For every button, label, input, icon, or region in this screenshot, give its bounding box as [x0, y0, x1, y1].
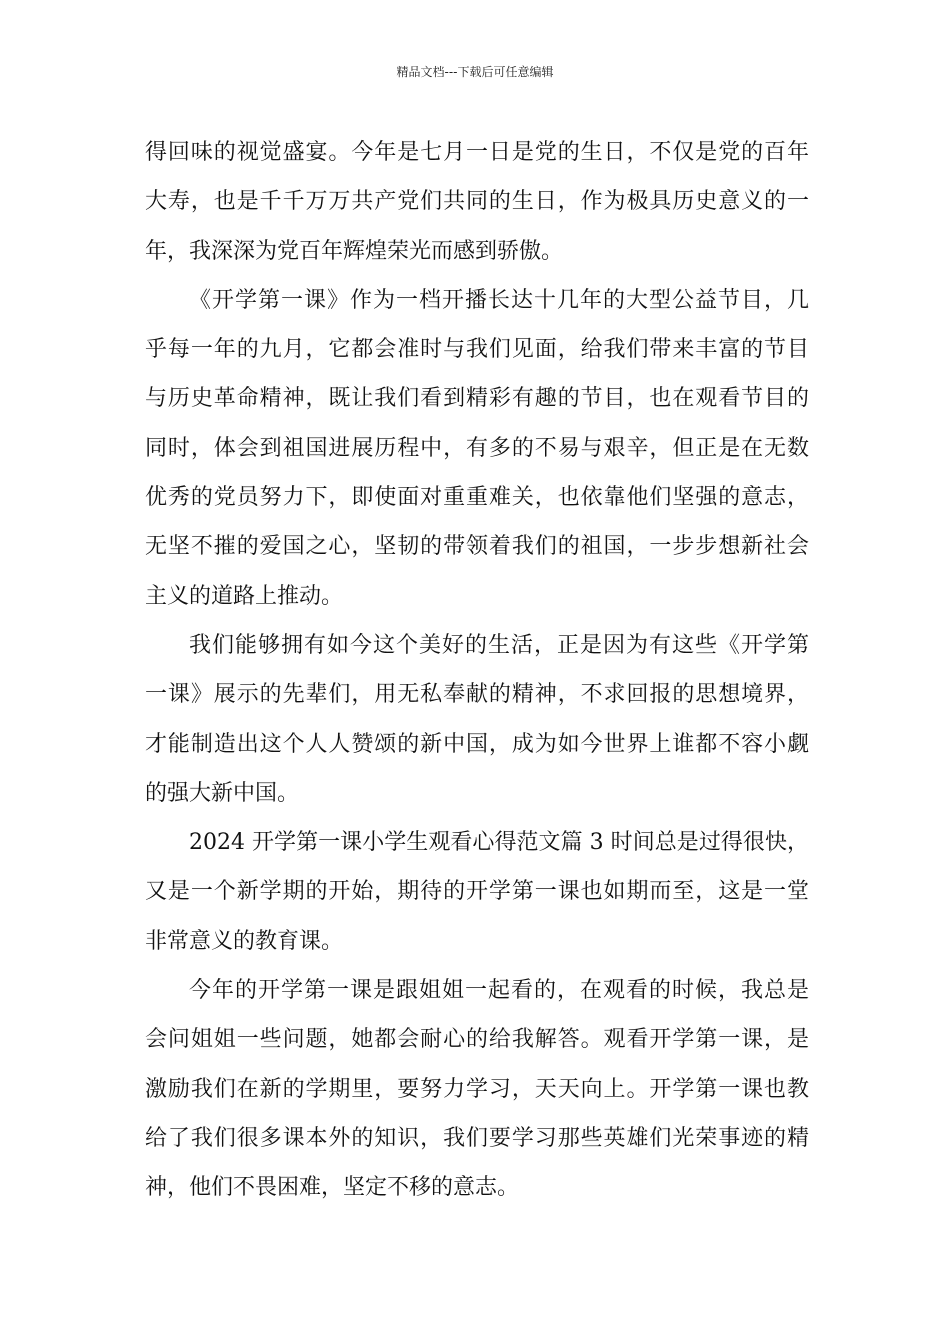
paragraph-line: 得回味的视觉盛宴。今年是七月一日是党的生日，不仅是党的百年 — [145, 140, 809, 165]
paragraph-line: 我们能够拥有如今这个美好的生活，正是因为有这些《开学第 — [189, 632, 809, 658]
paragraph-line: 大寿，也是千千万万共产党们共同的生日，作为极具历史意义的一 — [145, 189, 809, 215]
paragraph-line: 年，我深深为党百年辉煌荣光而感到骄傲。 — [145, 238, 564, 264]
paragraph-line: 非常意义的教育课。 — [145, 928, 344, 954]
paragraph-line: 主义的道路上推动。 — [145, 583, 344, 609]
paragraph-line: 《开学第一课》作为一档开播长达十几年的大型公益节目，几 — [189, 287, 809, 313]
paragraph-line: 同时，体会到祖国进展历程中，有多的不易与艰辛，但正是在无数 — [145, 435, 809, 461]
paragraph-line: 给了我们很多课本外的知识，我们要学习那些英雄们光荣事迹的精 — [145, 1125, 809, 1151]
paragraph-line: 的强大新中国。 — [145, 780, 300, 806]
page-header: 精品文档---下载后可任意编辑 — [396, 65, 554, 79]
paragraph-line: 一课》展示的先辈们，用无私奉献的精神，不求回报的思想境界， — [145, 682, 809, 708]
paragraph-line: 今年的开学第一课是跟姐姐一起看的，在观看的时候，我总是 — [189, 978, 809, 1004]
paragraph-line: 激励我们在新的学期里，要努力学习，天天向上。开学第一课也教 — [145, 1076, 809, 1102]
paragraph-line: 2024 开学第一课小学生观看心得范文篇 3 时间总是过得很快， — [189, 830, 809, 856]
paragraph-line: 又是一个新学期的开始，期待的开学第一课也如期而至，这是一堂 — [145, 879, 809, 905]
paragraph-line: 会问姐姐一些问题，她都会耐心的给我解答。观看开学第一课，是 — [145, 1027, 809, 1053]
paragraph-line: 优秀的党员努力下，即使面对重重难关，也依靠他们坚强的意志， — [145, 485, 809, 511]
paragraph-line: 神，他们不畏困难，坚定不移的意志。 — [145, 1175, 520, 1201]
document-body — [145, 128, 809, 1213]
paragraph-line: 乎每一年的九月，它都会准时与我们见面，给我们带来丰富的节目 — [145, 337, 809, 363]
paragraph-line: 无坚不摧的爱国之心，坚韧的带领着我们的祖国，一步步想新社会 — [145, 534, 809, 560]
paragraph-line: 与历史革命精神，既让我们看到精彩有趣的节目，也在观看节目的 — [145, 386, 809, 412]
paragraph-line: 才能制造出这个人人赞颂的新中国，成为如今世界上谁都不容小觑 — [145, 731, 809, 757]
